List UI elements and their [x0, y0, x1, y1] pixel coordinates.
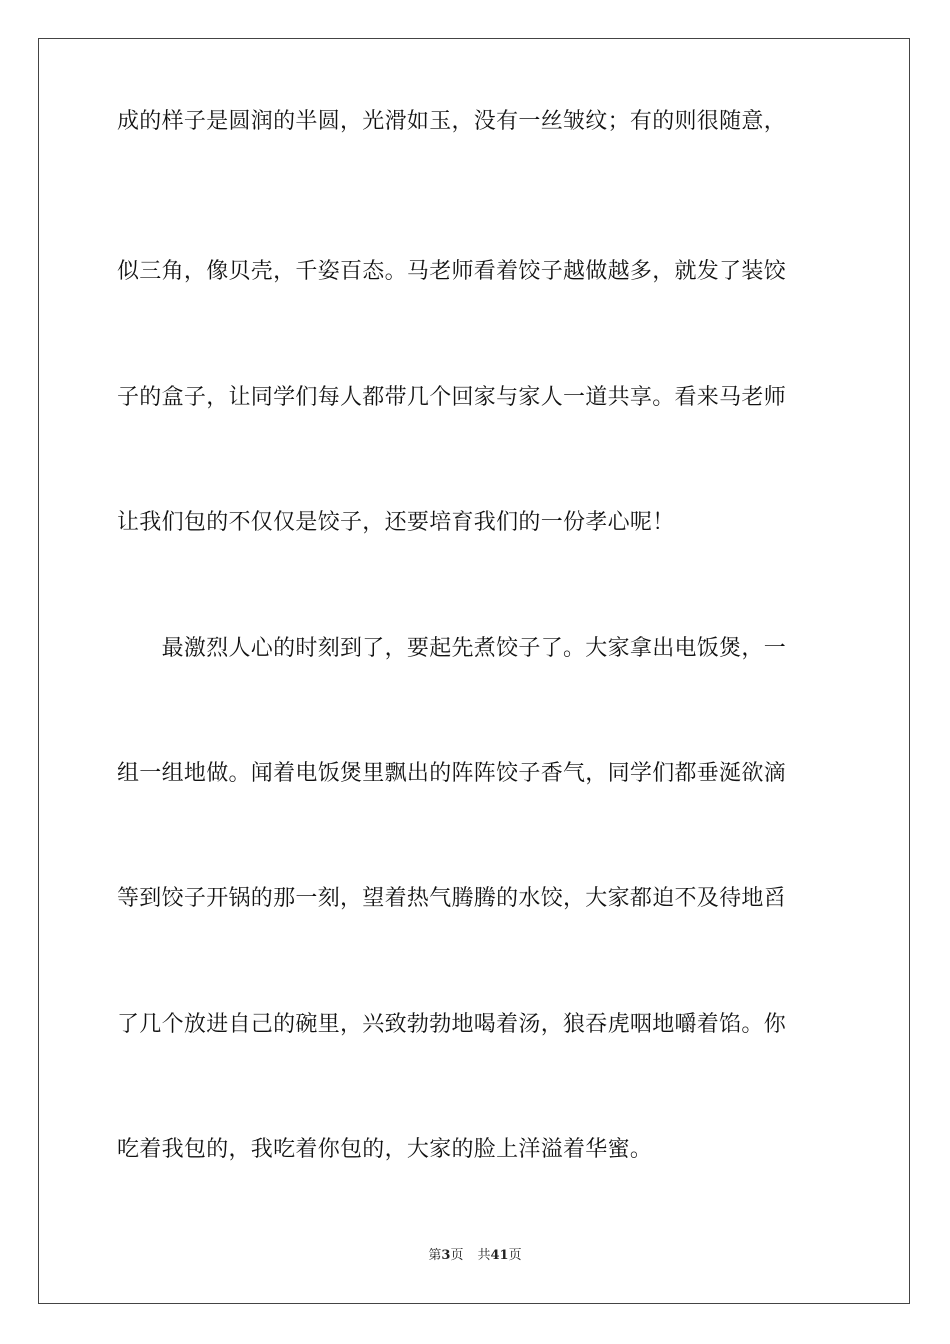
text-line-5: 最激烈人心的时刻到了，要起先煮饺子了。大家拿出电饭煲，一 [117, 636, 787, 661]
text-line-7: 等到饺子开锅的那一刻，望着热气腾腾的水饺，大家都迫不及待地舀 [117, 886, 787, 911]
page-suffix: 页 [450, 1248, 464, 1263]
total-prefix: 共 [477, 1248, 491, 1263]
text-line-8: 了几个放进自己的碗里，兴致勃勃地喝着汤，狼吞虎咽地嚼着馅。你 [117, 1012, 787, 1037]
total-pages: 41 [490, 1248, 509, 1263]
total-suffix: 页 [508, 1248, 522, 1263]
page-prefix: 第 [428, 1248, 442, 1263]
text-line-1: 成的样子是圆润的半圆，光滑如玉，没有一丝皱纹；有的则很随意， [117, 109, 787, 134]
text-line-6: 组一组地做。闻着电饭煲里飘出的阵阵饺子香气，同学们都垂涎欲滴 [117, 761, 787, 786]
text-line-4: 让我们包的不仅仅是饺子，还要培育我们的一份孝心呢！ [117, 510, 675, 535]
text-line-9: 吃着我包的，我吃着你包的，大家的脸上洋溢着华蜜。 [117, 1137, 653, 1162]
text-line-3: 子的盒子，让同学们每人都带几个回家与家人一道共享。看来马老师 [117, 385, 787, 410]
page-number: 3 [441, 1248, 451, 1263]
page-border [38, 38, 910, 1304]
text-line-2: 似三角，像贝壳，千姿百态。马老师看着饺子越做越多，就发了装饺 [117, 259, 787, 284]
page-footer [0, 1247, 950, 1265]
